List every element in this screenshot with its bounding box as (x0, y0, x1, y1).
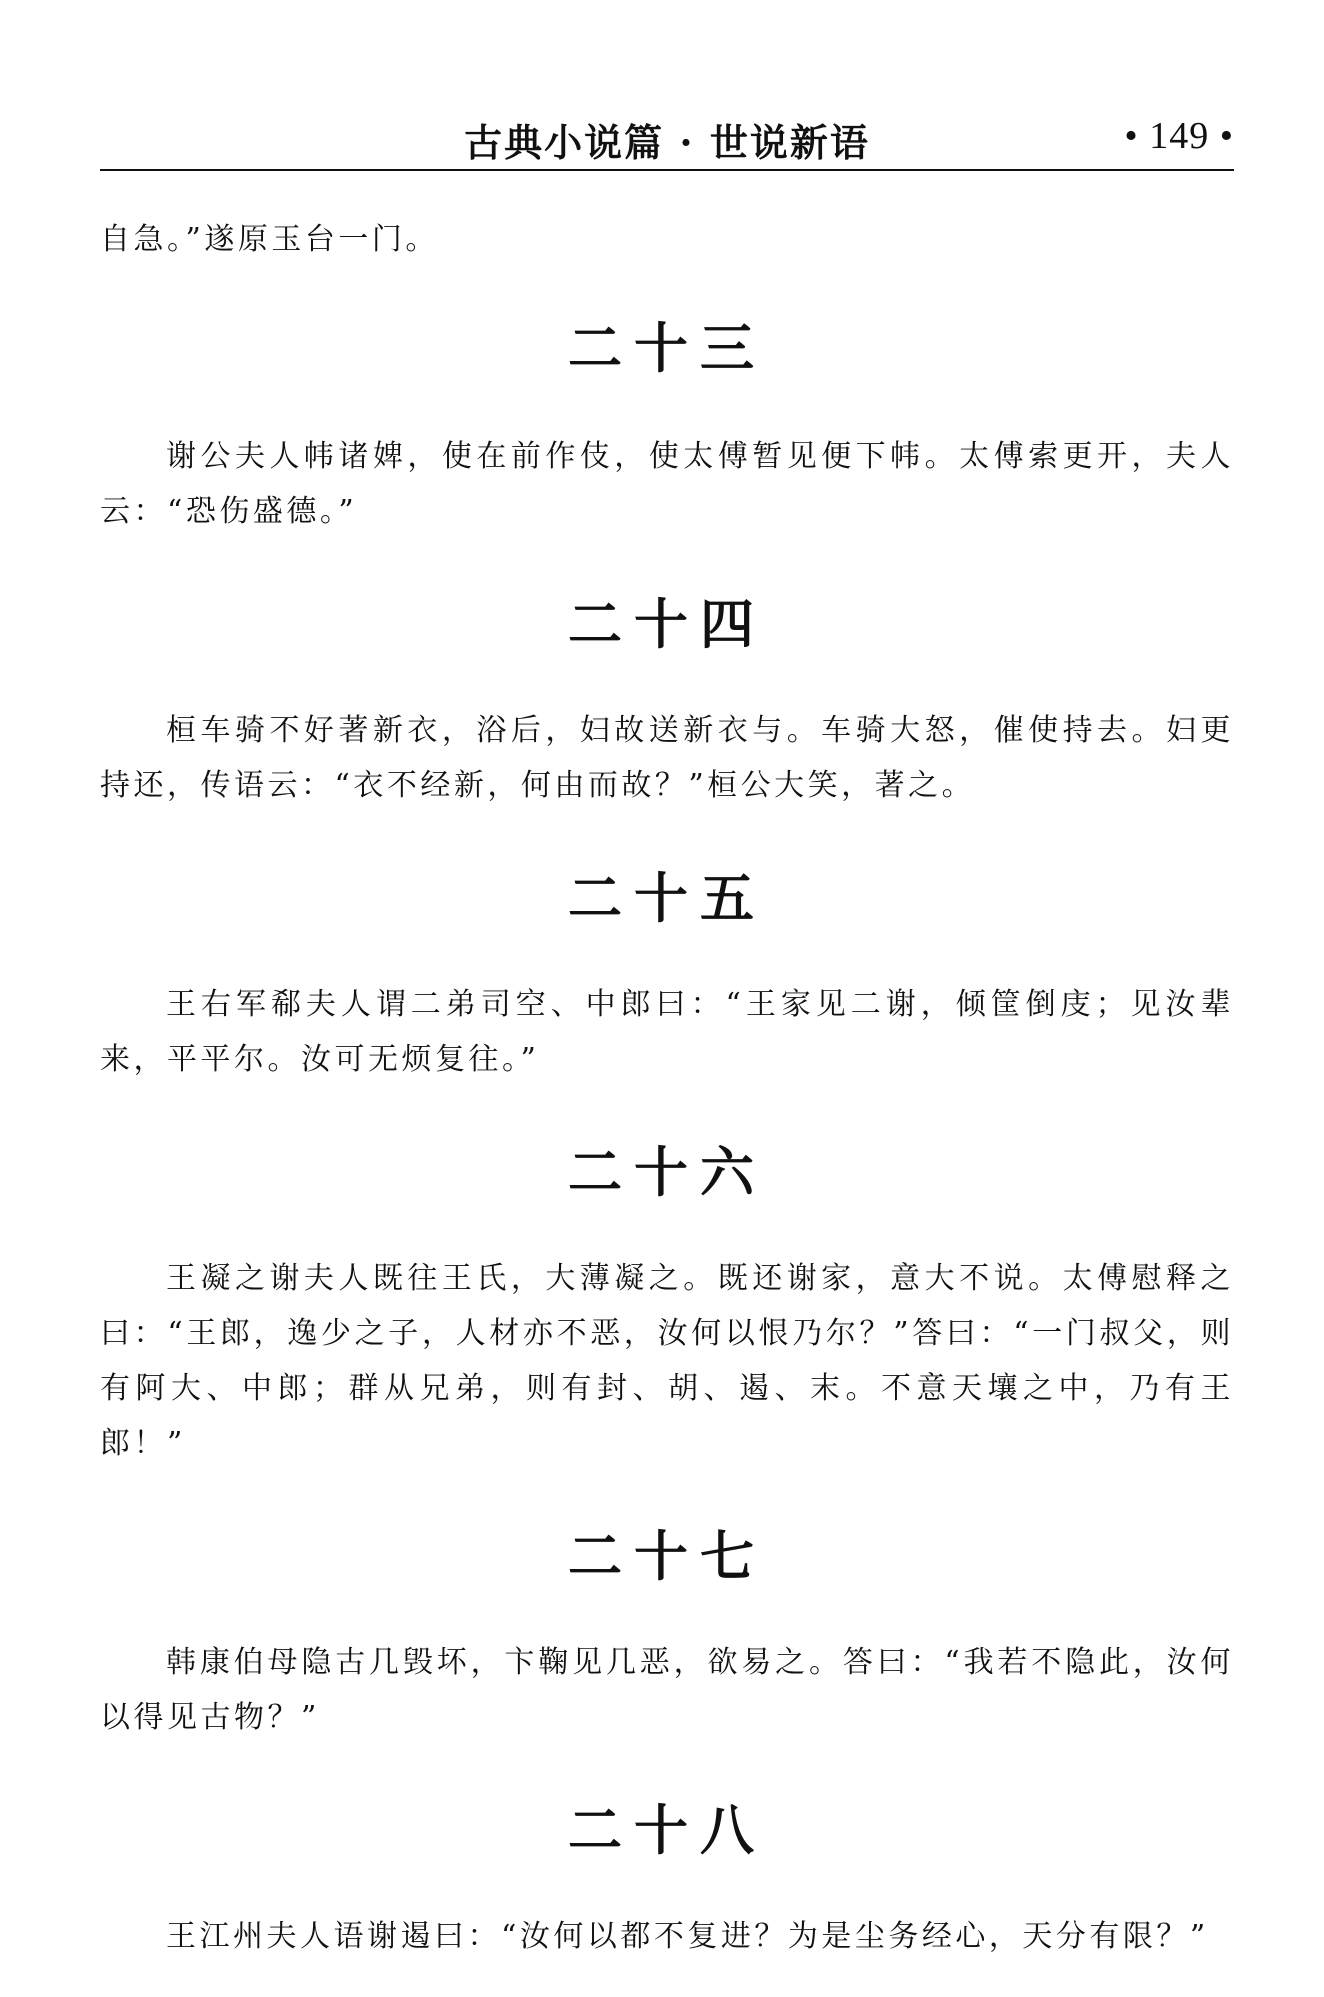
section-paragraph: 韩康伯母隐古几毁坏，卞鞠见几恶，欲易之。答曰：“我若不隐此，汝何以得见古物？” (100, 1645, 1234, 1735)
section-paragraph: 王右军郗夫人谓二弟司空、中郎曰：“王家见二谢，倾筐倒庋；见汝辈来，平平尔。汝可无烦复往。” (100, 987, 1234, 1077)
running-header (100, 108, 1234, 168)
running-header-title: 古典小说篇 · 世说新语 (464, 120, 870, 165)
section-paragraph: 桓车骑不好著新衣，浴后，妇故送新衣与。车骑大怒，催使持去。妇更持还，传语云：“衣不经新，何由而故？”桓公大笑，著之。 (100, 713, 1234, 803)
continued-paragraph: 自急。”遂原玉台一门。 (100, 222, 439, 257)
page-body (100, 212, 1234, 1964)
section-heading: 二十三 (568, 317, 766, 380)
section-paragraph: 谢公夫人帏诸婢，使在前作伎，使太傅暂见便下帏。太傅索更开，夫人云：“恐伤盛德。” (100, 439, 1234, 529)
section-heading: 二十七 (568, 1525, 766, 1588)
section-heading: 二十八 (568, 1799, 766, 1862)
section-paragraph: 王凝之谢夫人既往王氏，大薄凝之。既还谢家，意大不说。太傅慰释之曰：“王郎，逸少之子，人材亦不恶，汝何以恨乃尔？”答曰：“一门叔父，则有阿大、中郎；群从兄弟，则有封、胡、遏、末。不意天壤之中，乃有王郎！” (100, 1261, 1234, 1461)
header-rule (100, 169, 1234, 171)
section-paragraph: 王江州夫人语谢遏曰：“汝何以都不复进？为是尘务经心，天分有限？” (166, 1919, 1209, 1954)
section-heading: 二十四 (568, 593, 766, 656)
section-heading: 二十五 (568, 867, 766, 930)
page-number: • 149 • (1124, 115, 1234, 157)
section-heading: 二十六 (568, 1141, 766, 1204)
